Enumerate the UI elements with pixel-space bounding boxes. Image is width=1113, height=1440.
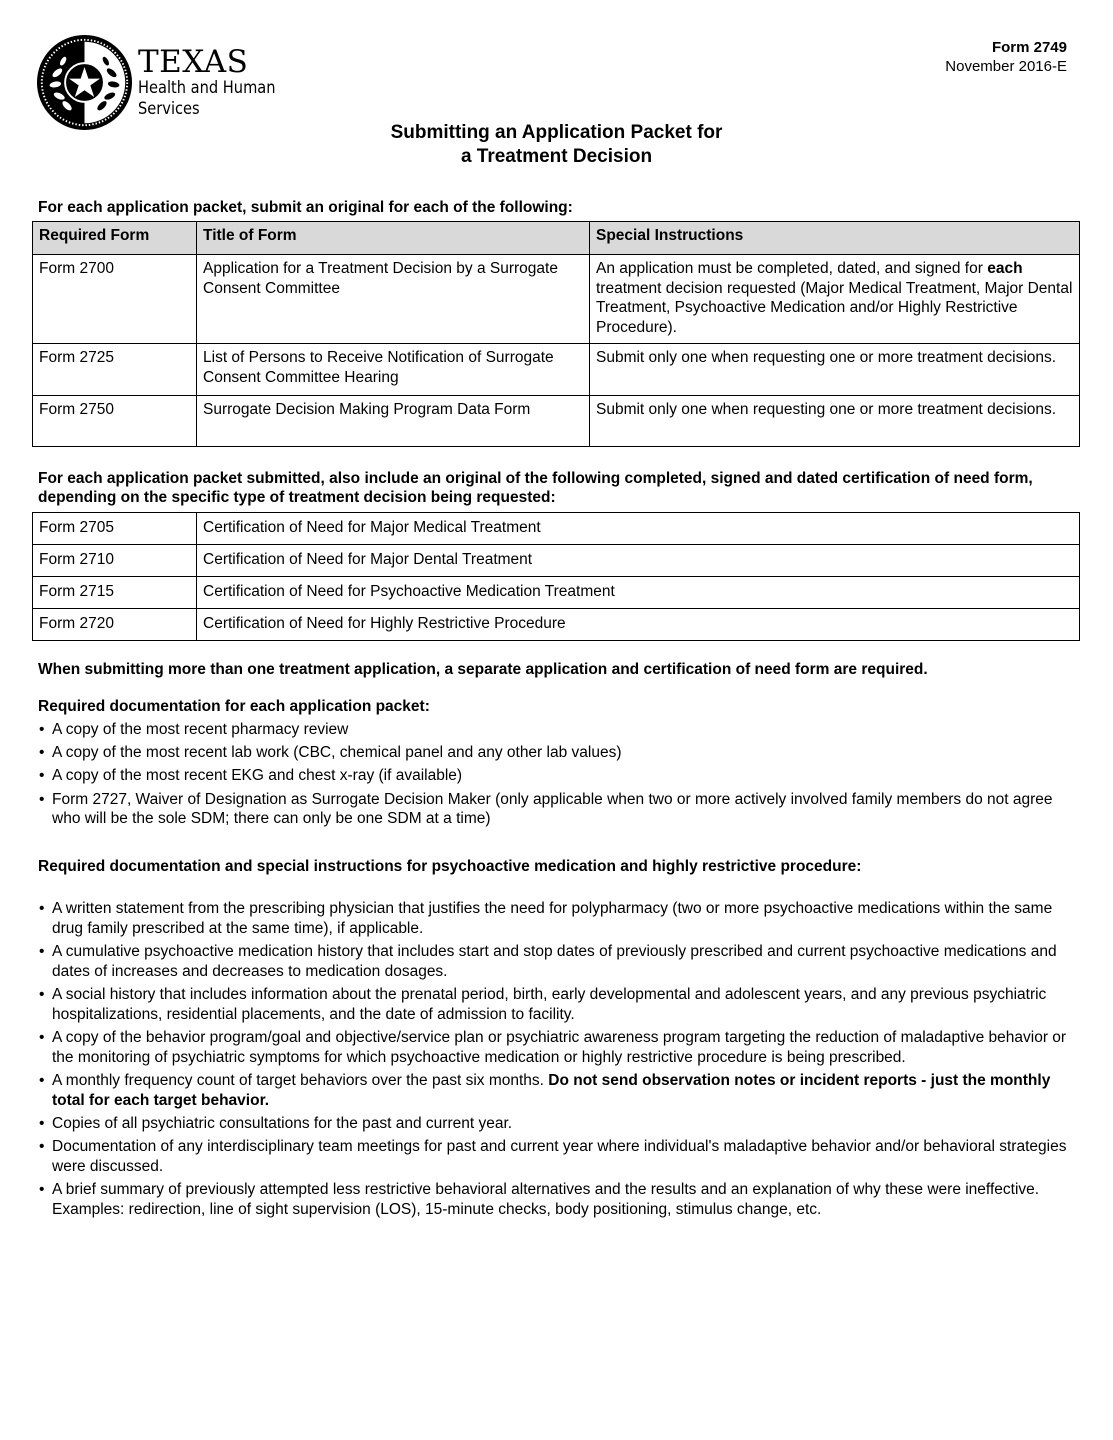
list-item: • A copy of the most recent EKG and chest x-ray (if available) xyxy=(38,766,1078,786)
section2-heading: For each application packet submitted, also include an original of the following completed, signed and dated certification of need form, depending on the specific type of treatment decision being requested: xyxy=(38,470,1033,506)
form-cell: Form 2710 xyxy=(33,545,197,577)
form-cell: Form 2715 xyxy=(33,577,197,609)
title-cell: List of Persons to Receive Notification of Surrogate Consent Committee Hearing xyxy=(197,344,590,396)
title-cell: Certification of Need for Psychoactive Medication Treatment xyxy=(197,577,1080,609)
table-header-row xyxy=(33,222,1080,255)
title-cell: Surrogate Decision Making Program Data Form xyxy=(197,396,590,447)
section4-heading: Required documentation and special instructions for psychoactive medication and highly restrictive procedure: xyxy=(38,858,862,875)
list-item: • A brief summary of previously attempted less restrictive behavioral alternatives and the results and an explanation of why these were ineffective. Examples: redirection, line of sight supervision (LOS), 15-minute checks, body positioning, stimulus change, etc. xyxy=(38,1180,1078,1219)
list-item: • A copy of the most recent pharmacy review xyxy=(38,720,1078,740)
column-header: Title of Form xyxy=(197,222,590,255)
logo-state: TEXAS xyxy=(138,44,249,80)
table-row xyxy=(33,255,1080,344)
instructions-cell: Submit only one when requesting one or more treatment decisions. xyxy=(590,396,1080,447)
title-line1: Submitting an Application Packet for xyxy=(390,122,723,143)
form-cell: Form 2700 xyxy=(33,255,197,344)
table-row xyxy=(33,513,1080,545)
list-item: • Copies of all psychiatric consultations for the past and current year. xyxy=(38,1114,1078,1134)
list-item: • A copy of the behavior program/goal and objective/service plan or psychiatric awareness program targeting the reduction of maladaptive behavior or the monitoring of psychiatric symptoms for which psychoactive medication or highly restrictive procedure is being prescribed. xyxy=(38,1028,1078,1067)
list-item: • Documentation of any interdisciplinary team meetings for past and current year where individual's maladaptive behavior and/or behavioral strategies were discussed. xyxy=(38,1137,1078,1176)
title-line2: a Treatment Decision xyxy=(460,146,653,167)
page-title xyxy=(0,121,1113,169)
column-header: Special Instructions xyxy=(590,222,1080,255)
list-item: • A monthly frequency count of target behaviors over the past six months. Do not send observation notes or incident reports - just the monthly total for each target behavior. xyxy=(38,1071,1078,1110)
form-cell: Form 2725 xyxy=(33,344,197,396)
instructions-cell: Submit only one when requesting one or more treatment decisions. xyxy=(590,344,1080,396)
hhs-logo xyxy=(36,34,296,134)
texas-seal-star-icon xyxy=(36,34,133,131)
psychoactive-documentation-list xyxy=(38,899,1078,1223)
form-cell: Form 2705 xyxy=(33,513,197,545)
table-row xyxy=(33,577,1080,609)
table-row xyxy=(33,609,1080,641)
table-row xyxy=(33,344,1080,396)
form-date: November 2016-E xyxy=(945,58,1067,75)
form-cell: Form 2720 xyxy=(33,609,197,641)
table-row xyxy=(33,545,1080,577)
form-number: Form 2749 xyxy=(991,39,1067,56)
list-item: • A social history that includes information about the prenatal period, birth, early developmental and adolescent years, and any previous psychiatric hospitalizations, residential placements, and the date of admission to facility. xyxy=(38,985,1078,1024)
form-cell: Form 2750 xyxy=(33,396,197,447)
list-item: • A copy of the most recent lab work (CBC, chemical panel and any other lab values) xyxy=(38,743,1078,763)
list-item: • A cumulative psychoactive medication history that includes start and stop dates of previously prescribed and current psychoactive medications and dates of increases and decreases to medication dosages. xyxy=(38,942,1078,981)
title-cell: Certification of Need for Highly Restrictive Procedure xyxy=(197,609,1080,641)
list-item: • A written statement from the prescribing physician that justifies the need for polypharmacy (two or more psychoactive medications within the same drug family prescribed at the same time), if applicable. xyxy=(38,899,1078,938)
section1-heading: For each application packet, submit an original for each of the following: xyxy=(38,199,573,216)
multiple-application-note: When submitting more than one treatment application, a separate application and certification of need form are required. xyxy=(38,661,928,678)
form-id-block xyxy=(945,38,1067,76)
required-documentation-list xyxy=(38,720,1078,829)
title-cell: Certification of Need for Major Medical Treatment xyxy=(197,513,1080,545)
required-forms-table xyxy=(32,221,1080,447)
title-cell: Certification of Need for Major Dental Treatment xyxy=(197,545,1080,577)
section3-heading: Required documentation for each application packet: xyxy=(38,698,430,715)
logo-line1: Health and Human xyxy=(138,78,276,98)
list-item: • Form 2727, Waiver of Designation as Surrogate Decision Maker (only applicable when two or more actively involved family members do not agree who will be the sole SDM; there can only be one SDM at a time) xyxy=(38,790,1078,829)
instructions-cell: An application must be completed, dated, and signed for each treatment decision requested (Major Medical Treatment, Major Dental Treatment, Psychoactive Medication and/or Highly Restrictive Procedure). xyxy=(590,255,1080,344)
table-row xyxy=(33,396,1080,447)
title-cell: Application for a Treatment Decision by a Surrogate Consent Committee xyxy=(197,255,590,344)
column-header: Required Form xyxy=(33,222,197,255)
certification-forms-table xyxy=(32,512,1080,641)
logo-line2: Services xyxy=(138,99,200,119)
